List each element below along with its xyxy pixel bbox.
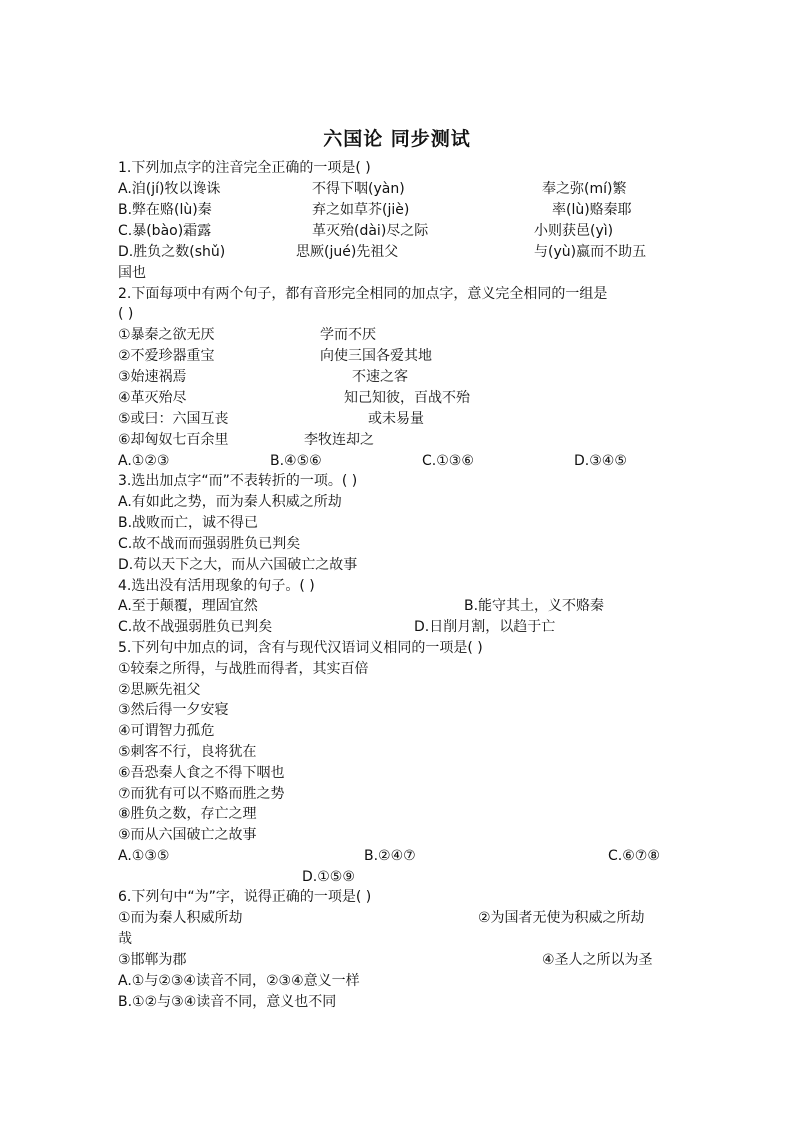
q2-item-2-a: ②不爱珍器重宝 — [118, 348, 215, 364]
q1-c-part2: 革灭殆(dài)尽之际 — [312, 223, 429, 239]
q6-stem: 6.下列句中“为”字，说得正确的一项是( ) — [118, 889, 372, 905]
q1-b-part2: 弃之如草芥(jiè) — [312, 202, 410, 218]
q4-option-a: A.至于颠覆，理固宜然 — [118, 598, 258, 614]
q2-item-1-a: ①暴秦之欲无厌 — [118, 327, 215, 343]
q4-option-c: C.故不战强弱胜负已判矣 — [118, 619, 273, 635]
q5-item-4: ④可谓智力孤危 — [118, 723, 215, 739]
q2-item-4-b: 知己知彼，百战不殆 — [344, 390, 470, 406]
q1-a-part1: A.洎(jí)牧以谗诛 — [118, 181, 221, 197]
q2-stem-continued: ( ) — [118, 306, 134, 322]
q5-item-3: ③然后得一夕安寝 — [118, 702, 229, 718]
q5-item-8: ⑧胜负之数，存亡之理 — [118, 806, 257, 822]
q2-stem: 2.下面每项中有两个句子，都有音形完全相同的加点字，意义完全相同的一组是 — [118, 286, 608, 302]
q2-item-3-b: 不速之客 — [352, 369, 408, 385]
q3-option-a: A.有如此之势，而为秦人积威之所劫 — [118, 494, 342, 510]
q5-item-6: ⑥吾恐秦人食之不得下咽也 — [118, 765, 285, 781]
q2-item-6-a: ⑥却匈奴七百余里 — [118, 432, 229, 448]
q1-b-part1: B.弊在赂(lù)秦 — [118, 202, 212, 218]
q1-c-part3: 小则获邑(yì) — [534, 223, 614, 239]
q2-item-5-a: ⑤或曰：六国互丧 — [118, 411, 229, 427]
q6-option-b: B.①②与③④读音不同，意义也不同 — [118, 994, 337, 1010]
q6-option-a: A.①与②③④读音不同，②③④意义一样 — [118, 973, 360, 989]
q5-item-2: ②思厥先祖父 — [118, 682, 201, 698]
q1-option-d-continued: 国也 — [118, 265, 146, 281]
q5-option-c: C.⑥⑦⑧ — [608, 848, 660, 864]
q6-item-4: ④圣人之所以为圣 — [542, 952, 653, 968]
q3-option-b: B.战败而亡，诚不得已 — [118, 515, 259, 531]
q5-item-5: ⑤刺客不行，良将犹在 — [118, 744, 257, 760]
q3-stem: 3.选出加点字“而”不表转折的一项。( ) — [118, 473, 358, 489]
q4-stem: 4.选出没有活用现象的句子。( ) — [118, 578, 315, 594]
q2-item-3-a: ③始速祸焉 — [118, 369, 187, 385]
page-title: 六国论 同步测试 — [323, 128, 471, 150]
q3-option-c: C.故不战而而强弱胜负已判矣 — [118, 536, 301, 552]
q2-item-5-b: 或未易量 — [368, 411, 424, 427]
q5-option-a: A.①③⑤ — [118, 848, 170, 864]
q5-item-9: ⑨而从六国破亡之故事 — [118, 827, 257, 843]
q6-item-2: ②为国者无使为积威之所劫 — [478, 910, 645, 926]
q5-option-b: B.②④⑦ — [364, 848, 416, 864]
q1-stem: 1.下列加点字的注音完全正确的一项是( ) — [118, 160, 371, 176]
q2-option-b: B.④⑤⑥ — [270, 453, 322, 469]
q1-d-part3: 与(yù)嬴而不助五 — [534, 244, 647, 260]
q1-b-part3: 率(lù)赂秦耶 — [552, 202, 632, 218]
q1-c-part1: C.暴(bào)霜露 — [118, 223, 212, 239]
q6-item-2-continued: 哉 — [118, 931, 132, 947]
q4-option-d: D.日削月割，以趋于亡 — [414, 619, 556, 635]
q6-item-3: ③邯郸为郡 — [118, 952, 187, 968]
q2-option-d: D.③④⑤ — [574, 453, 627, 469]
q5-item-7: ⑦而犹有可以不赂而胜之势 — [118, 786, 285, 802]
q1-a-part3: 奉之弥(mí)繁 — [542, 181, 627, 197]
q2-item-4-a: ④革灭殆尽 — [118, 390, 187, 406]
q2-item-1-b: 学而不厌 — [320, 327, 376, 343]
q1-d-part2: 思厥(jué)先祖父 — [296, 244, 399, 260]
q2-item-6-b: 李牧连却之 — [304, 432, 374, 448]
q3-option-d: D.苟以天下之大，而从六国破亡之故事 — [118, 557, 358, 573]
q2-option-c: C.①③⑥ — [422, 453, 474, 469]
q2-option-a: A.①②③ — [118, 453, 170, 469]
q6-item-1: ①而为秦人积威所劫 — [118, 910, 243, 926]
q1-a-part2: 不得下咽(yàn) — [312, 181, 405, 197]
q2-item-2-b: 向使三国各爱其地 — [320, 348, 432, 364]
q5-option-d: D.①⑤⑨ — [302, 869, 355, 885]
q5-item-1: ①较秦之所得，与战胜而得者，其实百倍 — [118, 661, 369, 677]
q1-d-part1: D.胜负之数(shǔ) — [118, 244, 226, 260]
q5-stem: 5.下列句中加点的词，含有与现代汉语词义相同的一项是( ) — [118, 640, 483, 656]
q4-option-b: B.能守其土，义不赂秦 — [464, 598, 605, 614]
